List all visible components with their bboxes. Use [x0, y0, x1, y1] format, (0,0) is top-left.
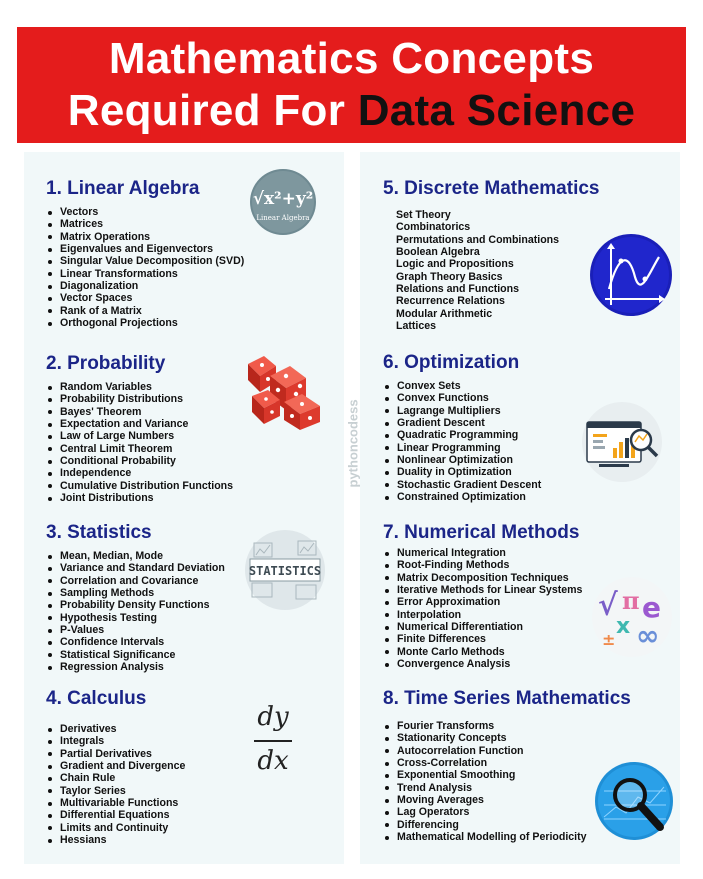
list-item: Lag Operators [383, 806, 631, 818]
list-item: Bayes' Theorem [46, 406, 233, 418]
list-item: Hypothesis Testing [46, 612, 225, 624]
list-item: Recurrence Relations [396, 295, 505, 308]
list-item: Permutations and Combinations [396, 233, 560, 246]
list-item: Numerical Differentiation [383, 621, 582, 633]
list-item: Boolean Algebra [396, 246, 480, 259]
watermark: pythoncodess [345, 399, 361, 488]
section-linear-algebra [46, 178, 244, 329]
list-item: Trend Analysis [383, 782, 631, 794]
list-item: Integrals [46, 735, 185, 747]
section-title: 5. Discrete Mathematics [383, 178, 600, 199]
item-list [382, 209, 600, 332]
section-discrete-math [383, 178, 600, 332]
list-item: Diagonalization [46, 280, 244, 292]
svg-text:√: √ [598, 588, 618, 623]
list-item: Cross-Correlation [383, 757, 631, 769]
list-item: Singular Value Decomposition (SVD) [46, 255, 244, 267]
svg-text:π: π [622, 586, 640, 615]
section-statistics [46, 522, 225, 673]
list-item: Central Limit Theorem [46, 443, 233, 455]
item-list [46, 550, 225, 673]
section-calculus [46, 688, 185, 846]
section-title: 8. Time Series Mathematics [383, 688, 631, 709]
list-item: Numerical Integration [383, 547, 582, 559]
list-item: P-Values [46, 624, 225, 636]
title-banner [17, 27, 686, 143]
section-probability [46, 353, 233, 504]
svg-text:x: x [616, 614, 631, 639]
item-list [46, 723, 185, 846]
list-item: Mathematical Modelling of Periodicity [383, 831, 631, 843]
list-item: Limits and Continuity [46, 822, 185, 834]
list-item: Matrices [46, 218, 244, 230]
list-item: Combinatorics [396, 221, 471, 234]
math-symbols-icon [592, 575, 672, 659]
title-line-2-emphasis: Data Science [357, 86, 636, 135]
list-item: Gradient Descent [383, 417, 541, 429]
list-item: Iterative Methods for Linear Systems [383, 584, 582, 596]
item-list [46, 206, 244, 329]
svg-text:√x²+y²: √x²+y² [252, 189, 314, 209]
list-item: Eigenvalues and Eigenvectors [46, 243, 244, 255]
list-item: Correlation and Covariance [46, 575, 225, 587]
title-line-2 [17, 85, 686, 137]
list-item: Finite Differences [383, 633, 582, 645]
section-title: 6. Optimization [383, 352, 520, 373]
item-list [383, 380, 541, 503]
item-list [383, 547, 582, 670]
list-item: Mean, Median, Mode [46, 550, 225, 562]
list-item: Autocorrelation Function [383, 745, 631, 757]
list-item: Fourier Transforms [383, 720, 631, 732]
analytics-dashboard-icon [579, 402, 665, 482]
list-item: Differencing [383, 819, 631, 831]
list-item: Exponential Smoothing [383, 769, 631, 781]
list-item: Vector Spaces [46, 292, 244, 304]
list-item: Expectation and Variance [46, 418, 233, 430]
list-item: Matrix Decomposition Techniques [383, 572, 582, 584]
section-title: 4. Calculus [46, 688, 147, 709]
list-item: Taylor Series [46, 785, 185, 797]
dice-icon [240, 352, 326, 430]
list-item: Modular Arithmetic [396, 307, 493, 320]
list-item: Quadratic Programming [383, 429, 541, 441]
list-item: Differential Equations [46, 809, 185, 821]
list-item: Matrix Operations [46, 231, 244, 243]
list-item: Derivatives [46, 723, 185, 735]
list-item: Duality in Optimization [383, 466, 541, 478]
list-item: Variance and Standard Deviation [46, 562, 225, 574]
item-list [46, 381, 233, 504]
section-numerical-methods [383, 522, 582, 670]
list-item: Lagrange Multipliers [383, 405, 541, 417]
list-item: Constrained Optimization [383, 491, 541, 503]
list-item: Joint Distributions [46, 492, 233, 504]
list-item: Set Theory [396, 209, 451, 221]
formula-denominator: dx [257, 746, 289, 776]
list-item: Convex Sets [383, 380, 541, 392]
magnifier-chart-icon [594, 761, 678, 843]
list-item: Rank of a Matrix [46, 305, 244, 317]
list-item: Random Variables [46, 381, 233, 393]
list-item: Cumulative Distribution Functions [46, 480, 233, 492]
list-item: Probability Density Functions [46, 599, 225, 611]
statistics-badge-icon [244, 529, 326, 611]
list-item: Linear Programming [383, 442, 541, 454]
formula-numerator: dy [257, 702, 289, 732]
list-item: Relations and Functions [396, 283, 520, 296]
list-item: Interpolation [383, 609, 582, 621]
list-item: Confidence Intervals [46, 636, 225, 648]
function-graph-icon [589, 233, 673, 317]
list-item: Logic and Propositions [396, 258, 514, 271]
section-title: 1. Linear Algebra [46, 178, 200, 199]
list-item: Orthogonal Projections [46, 317, 244, 329]
list-item: Moving Averages [383, 794, 631, 806]
list-item: Error Approximation [383, 596, 582, 608]
linear-algebra-badge-icon [247, 168, 319, 236]
list-item: Regression Analysis [46, 661, 225, 673]
list-item: Stationarity Concepts [383, 732, 631, 744]
title-line-2-prefix: Required For [67, 86, 358, 135]
list-item: Convex Functions [383, 392, 541, 404]
list-item: Probability Distributions [46, 393, 233, 405]
section-title: 2. Probability [46, 353, 166, 374]
list-item: Independence [46, 467, 233, 479]
list-item: Chain Rule [46, 772, 185, 784]
list-item: Partial Derivatives [46, 748, 185, 760]
svg-text:∞: ∞ [636, 619, 660, 652]
list-item: Multivariable Functions [46, 797, 185, 809]
list-item: Graph Theory Basics [396, 270, 503, 283]
list-item: Stochastic Gradient Descent [383, 479, 541, 491]
list-item: Root-Finding Methods [383, 559, 582, 571]
derivative-formula-icon [248, 702, 298, 782]
list-item: Lattices [396, 320, 437, 333]
list-item: Law of Large Numbers [46, 430, 233, 442]
list-item: Convergence Analysis [383, 658, 582, 670]
svg-text:±: ± [602, 630, 616, 649]
list-item: Nonlinear Optimization [383, 454, 541, 466]
badge-label: Linear Algebra [256, 214, 310, 222]
list-item: Vectors [46, 206, 244, 218]
fraction-bar [254, 740, 292, 742]
section-title: 3. Statistics [46, 522, 152, 543]
list-item: Statistical Significance [46, 649, 225, 661]
list-item: Monte Carlo Methods [383, 646, 582, 658]
section-title: 7. Numerical Methods [383, 522, 580, 543]
title-line-1: Mathematics Concepts [108, 34, 595, 83]
list-item: Linear Transformations [46, 268, 244, 280]
svg-text:e: e [642, 591, 661, 624]
list-item: Hessians [46, 834, 185, 846]
badge-label: STATISTICS [248, 564, 322, 578]
list-item: Conditional Probability [46, 455, 233, 467]
list-item: Gradient and Divergence [46, 760, 185, 772]
list-item: Sampling Methods [46, 587, 225, 599]
section-optimization [383, 352, 541, 503]
